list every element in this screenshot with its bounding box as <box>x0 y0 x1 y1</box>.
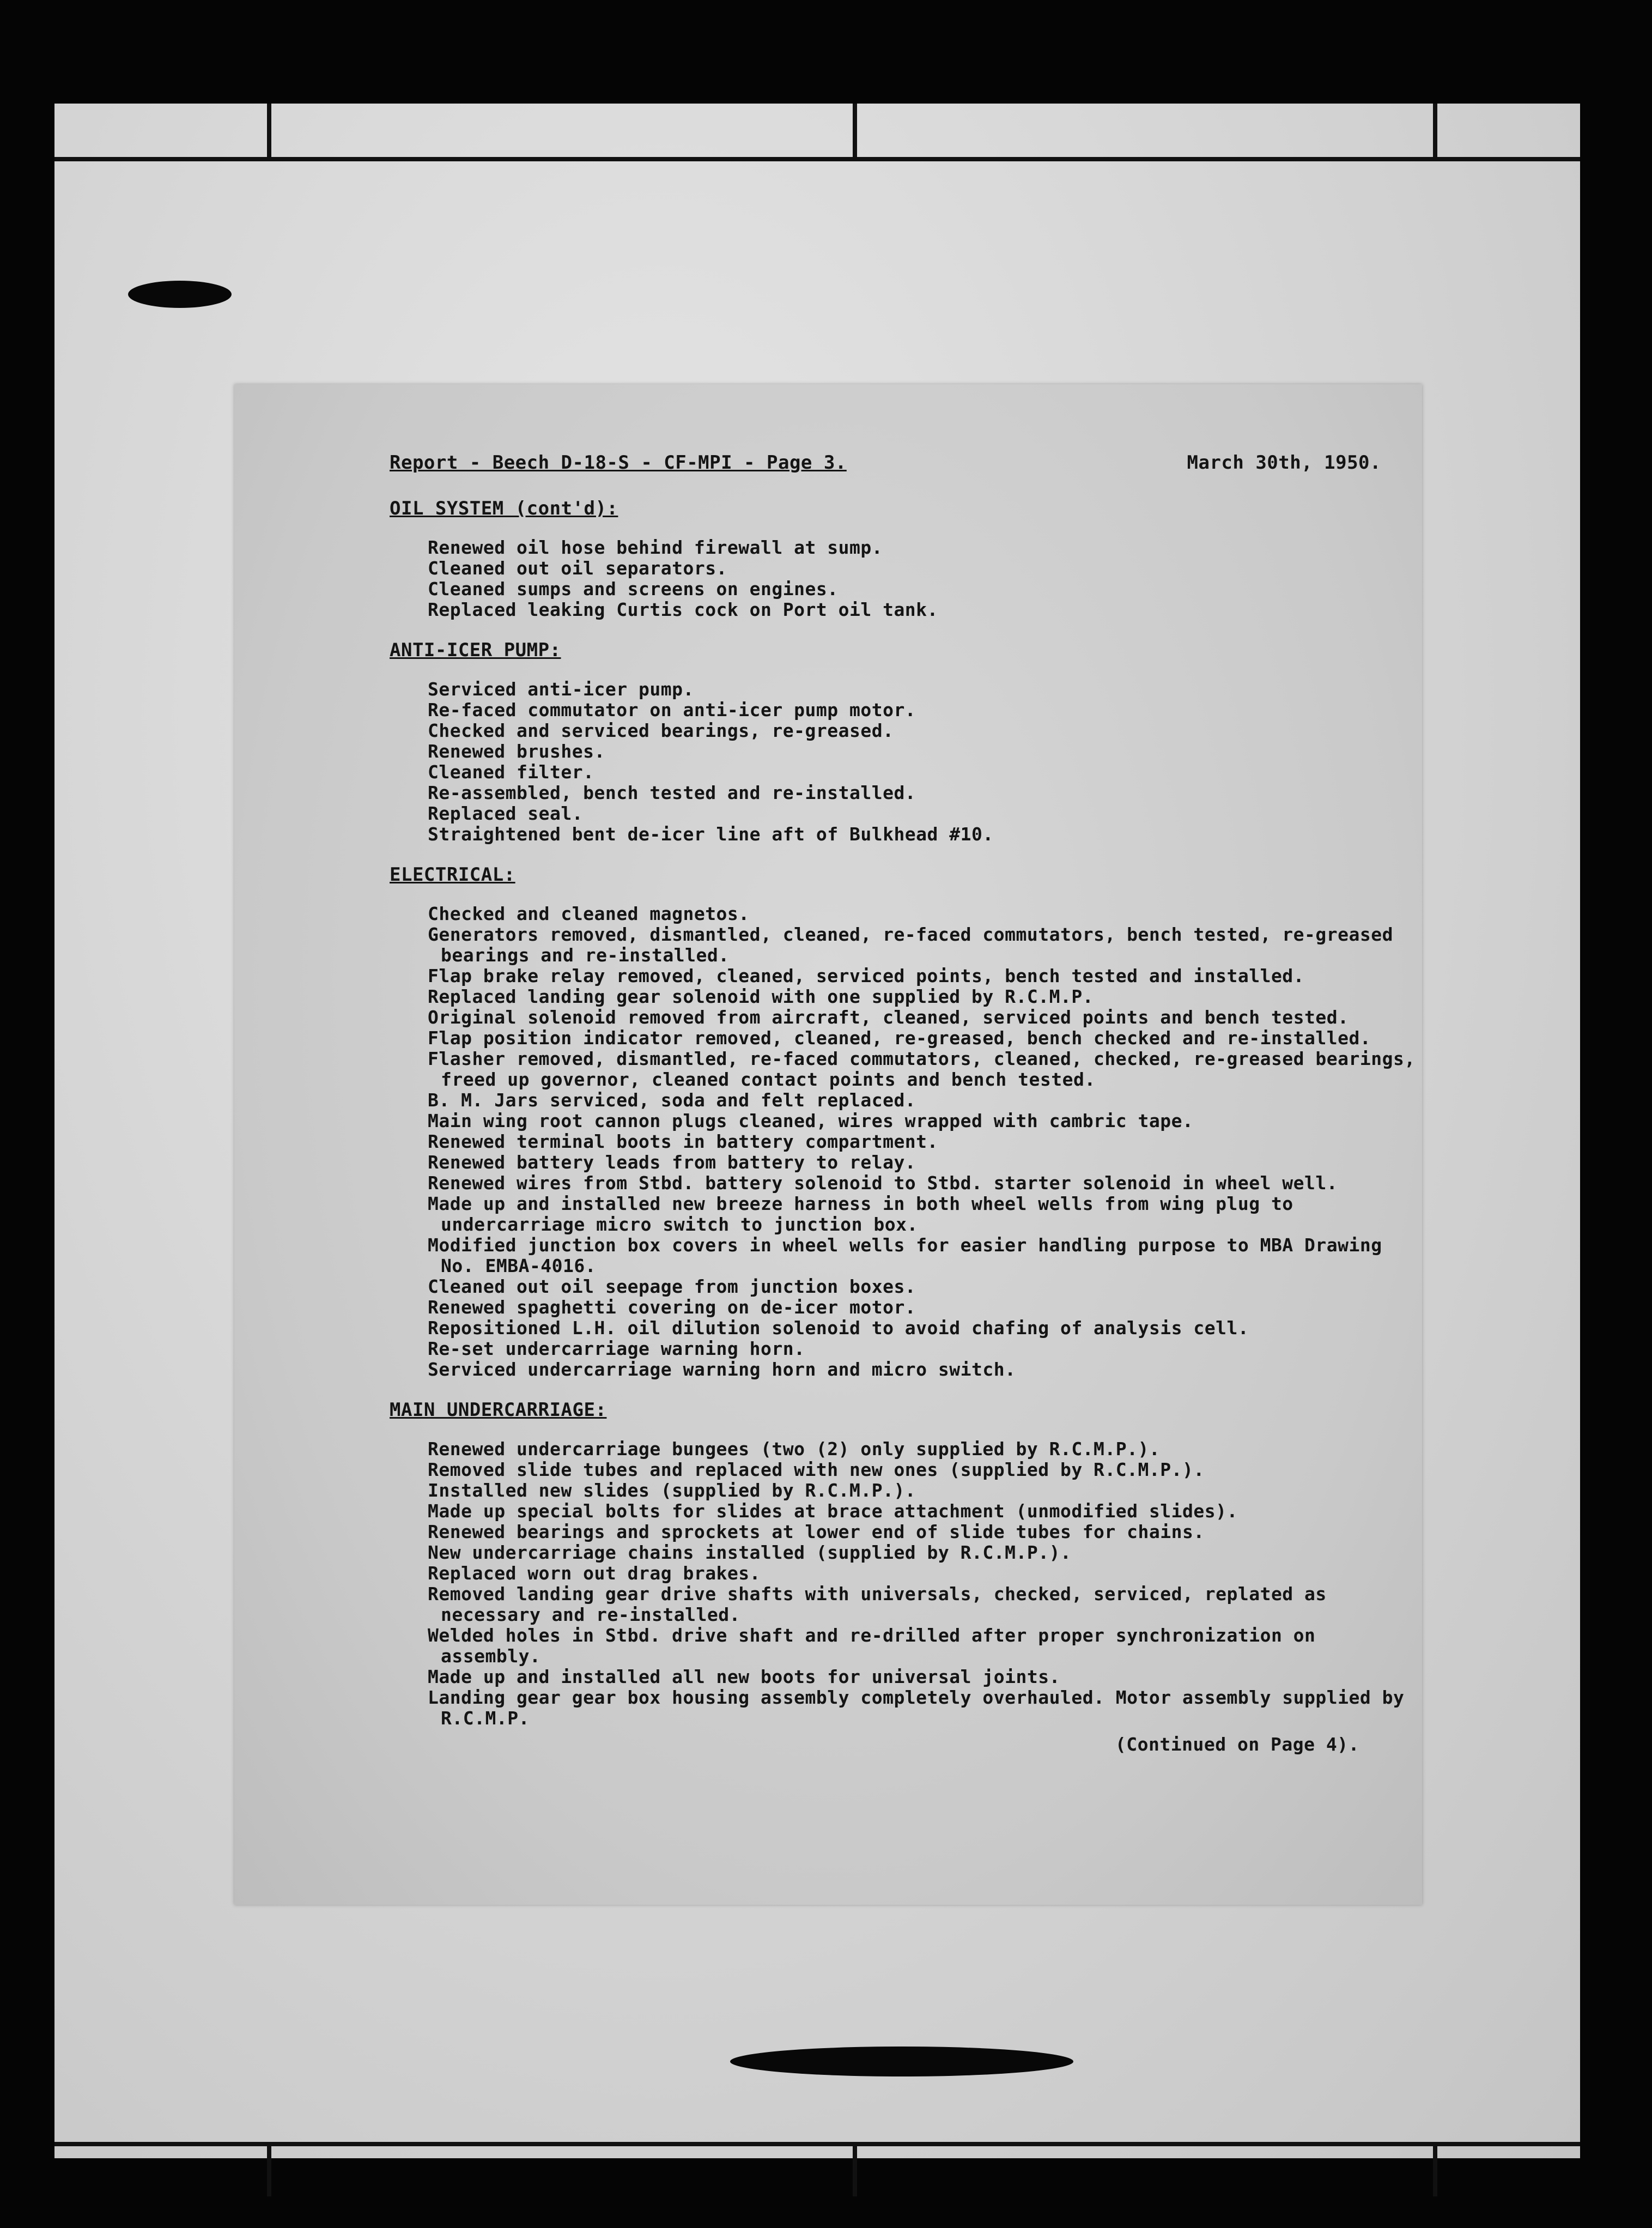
list-item: Installed new slides (supplied by R.C.M.P.). <box>428 1480 916 1501</box>
section-heading: ANTI-ICER PUMP: <box>390 639 561 661</box>
list-item: Re-faced commutator on anti-icer pump motor. <box>428 699 916 721</box>
list-item: Straightened bent de-icer line aft of Bulkhead #10. <box>428 824 994 845</box>
list-item: Removed slide tubes and replaced with new ones (supplied by R.C.M.P.). <box>428 1459 1205 1480</box>
document-header <box>390 452 1425 479</box>
list-item: Renewed bearings and sprockets at lower end of slide tubes for chains. <box>428 1521 1205 1542</box>
list-item: Made up special bolts for slides at brace attachment (unmodified slides). <box>428 1500 1238 1522</box>
punch-mark <box>730 2047 1073 2076</box>
list-item: Renewed spaghetti covering on de-icer motor. <box>428 1297 916 1318</box>
section-electrical <box>390 864 1425 1380</box>
list-item: Re-assembled, bench tested and re-installed. <box>428 782 916 803</box>
item-list <box>390 904 1425 1380</box>
list-item: Flap position indicator removed, cleaned, re-greased, bench checked and re-installed. <box>428 1027 1371 1049</box>
frame-divider <box>267 104 271 158</box>
list-item: Cleaned out oil seepage from junction boxes. <box>428 1276 916 1297</box>
list-item: Made up and installed new breeze harness in both wheel wells from wing plug to undercarriage micro switch to junction box. <box>428 1193 1293 1235</box>
report-title: Report - Beech D-18-S - CF-MPI - Page 3. <box>390 452 847 474</box>
list-item: Cleaned sumps and screens on engines. <box>428 578 839 600</box>
list-item: Replaced landing gear solenoid with one supplied by R.C.M.P. <box>428 986 1094 1007</box>
list-item: Renewed oil hose behind firewall at sump. <box>428 537 883 558</box>
list-item: Welded holes in Stbd. drive shaft and re-drilled after proper synchronization on assembly. <box>428 1625 1316 1667</box>
list-item: Re-set undercarriage warning horn. <box>428 1338 805 1359</box>
frame-divider <box>1433 2142 1437 2196</box>
list-item: Serviced undercarriage warning horn and micro switch. <box>428 1359 1016 1380</box>
frame-top-rule <box>54 157 1580 161</box>
list-item: Serviced anti-icer pump. <box>428 679 694 700</box>
list-item: Original solenoid removed from aircraft, cleaned, serviced points and bench tested. <box>428 1007 1349 1028</box>
list-item: Repositioned L.H. oil dilution solenoid to avoid chafing of analysis cell. <box>428 1317 1249 1339</box>
list-item: Flasher removed, dismantled, re-faced commutators, cleaned, checked, re-greased bearings, freed up governor, cleaned contact points and bench tested. <box>428 1048 1416 1090</box>
frame-divider <box>1433 104 1437 158</box>
frame-divider <box>267 2142 271 2196</box>
list-item: Renewed brushes. <box>428 741 605 762</box>
list-item: Checked and cleaned magnetos. <box>428 903 750 924</box>
section-heading: ELECTRICAL: <box>390 864 515 886</box>
list-item: Replaced leaking Curtis cock on Port oil tank. <box>428 599 938 620</box>
list-item: Cleaned filter. <box>428 761 594 783</box>
section-heading: OIL SYSTEM (cont'd): <box>390 498 618 519</box>
report-date: March 30th, 1950. <box>1187 452 1381 474</box>
section-main-undercarriage <box>390 1400 1425 1729</box>
list-item: Made up and installed all new boots for universal joints. <box>428 1666 1060 1687</box>
list-item: Renewed terminal boots in battery compartment. <box>428 1131 938 1152</box>
item-list <box>390 679 1425 845</box>
frame-bottom-rule <box>54 2142 1580 2146</box>
frame-divider <box>853 104 857 158</box>
list-item: Renewed undercarriage bungees (two (2) only supplied by R.C.M.P.). <box>428 1438 1161 1460</box>
section-oil-system <box>390 498 1425 620</box>
section-anti-icer-pump <box>390 640 1425 845</box>
list-item: Removed landing gear drive shafts with universals, checked, serviced, replated as necessary and re-installed. <box>428 1583 1327 1625</box>
list-item: Generators removed, dismantled, cleaned, re-faced commutators, bench tested, re-greased bearings and re-installed. <box>428 924 1393 966</box>
list-item: B. M. Jars serviced, soda and felt replaced. <box>428 1089 916 1111</box>
list-item: Renewed battery leads from battery to relay. <box>428 1152 916 1173</box>
item-list <box>390 1439 1425 1729</box>
list-item: Checked and serviced bearings, re-greased. <box>428 720 894 741</box>
section-heading: MAIN UNDERCARRIAGE: <box>390 1399 607 1421</box>
list-item: Cleaned out oil separators. <box>428 558 727 579</box>
list-item: New undercarriage chains installed (supplied by R.C.M.P.). <box>428 1542 1072 1563</box>
list-item: Renewed wires from Stbd. battery solenoid to Stbd. starter solenoid in wheel well. <box>428 1172 1338 1194</box>
list-item: Replaced seal. <box>428 803 584 824</box>
item-list <box>390 537 1425 620</box>
list-item: Main wing root cannon plugs cleaned, wires wrapped with cambric tape. <box>428 1110 1194 1131</box>
list-item: Replaced worn out drag brakes. <box>428 1563 761 1584</box>
punch-mark <box>128 281 232 308</box>
list-item: Flap brake relay removed, cleaned, serviced points, bench tested and installed. <box>428 965 1305 986</box>
list-item: Modified junction box covers in wheel wells for easier handling purpose to MBA Drawing No. EMBA-4016. <box>428 1234 1382 1276</box>
list-item: Landing gear gear box housing assembly completely overhauled. Motor assembly supplied by R.C.M.P. <box>428 1687 1405 1729</box>
document-body <box>390 452 1425 1755</box>
frame-divider <box>853 2142 857 2196</box>
continued-note: (Continued on Page 4). <box>1115 1734 1359 1755</box>
